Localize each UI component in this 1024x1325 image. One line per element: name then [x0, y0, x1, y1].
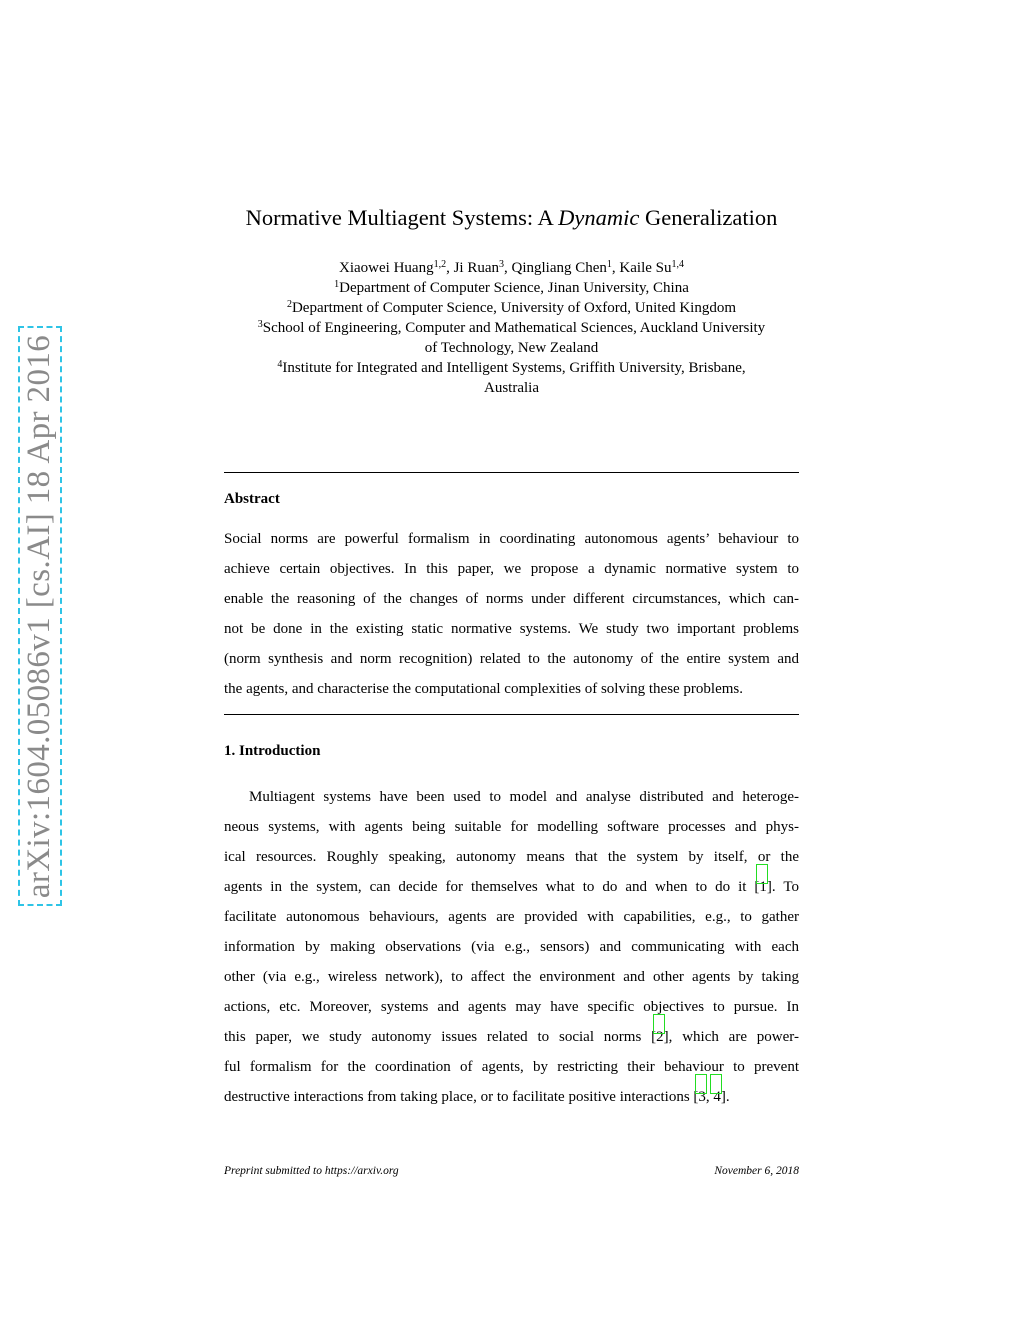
affiliation: $^2$Department of Computer Science, University of Oxford, United Kingdom — [286, 299, 737, 316]
citation-link-1[interactable]: 1 — [759, 872, 767, 902]
citation-box — [756, 864, 768, 884]
abstract-line: achieve certain objectives. In this paper, we propose a dynamic normative system to — [224, 561, 799, 577]
arxiv-stamp — [18, 326, 62, 906]
abstract-line: Social norms are powerful formalism in coordinating autonomous agents’ behaviour to — [224, 531, 799, 547]
abstract-bottom-rule — [224, 714, 799, 715]
arxiv-stamp-text: arXiv:1604.05086v1 [cs.AI] 18 Apr 2016 — [21, 334, 58, 898]
author-list — [224, 258, 799, 278]
affiliation: $^1$Department of Computer Science, Jinan University, China — [334, 279, 689, 296]
introduction-body — [224, 782, 799, 1112]
intro-line: facilitate autonomous behaviours, agents are provided with capabilities, e.g., to gather — [224, 909, 799, 925]
author: Qingliang Chen$^1$, — [511, 259, 620, 276]
title-emphasis: Dynamic — [558, 205, 640, 230]
abstract-line: enable the reasoning of the changes of norms under different circumstances, which can- — [224, 591, 799, 607]
intro-line: destructive interactions from taking place, or to facilitate positive interactions [3 , 4 ]. — [224, 1082, 799, 1112]
citation-box — [653, 1014, 665, 1034]
footer-preprint-note: Preprint submitted to https://arxiv.org — [224, 1165, 399, 1177]
citation-link-2[interactable]: 2 — [656, 1022, 664, 1052]
abstract-line: (norm synthesis and norm recognition) related to the autonomy of the entire system and — [224, 651, 799, 667]
intro-line: this paper, we study autonomy issues related to social norms [2 ], which are power- — [224, 1022, 799, 1052]
citation-box — [695, 1074, 707, 1094]
intro-line: agents in the system, can decide for themselves what to do and when to do it [1 ]. To — [224, 872, 799, 902]
abstract-heading: Abstract — [224, 491, 280, 507]
intro-line: other (via e.g., wireless network), to affect the environment and other agents by taking — [224, 969, 799, 985]
footer-date: November 6, 2018 — [714, 1165, 799, 1177]
citation-link-3[interactable]: 3 — [698, 1082, 706, 1112]
author: Ji Ruan$^3$, — [453, 259, 512, 276]
affiliation: $^3$School of Engineering, Computer and Mathematical Sciences, Auckland University of Technology, New Zealand — [257, 319, 766, 356]
intro-line: Multiagent systems have been used to model and analyse distributed and heteroge- — [249, 789, 799, 805]
citation-box — [710, 1074, 722, 1094]
abstract-body — [224, 524, 799, 704]
affiliation: $^4$Institute for Integrated and Intelligent Systems, Griffith University, Brisbane, Australia — [277, 359, 746, 396]
intro-line: information by making observations (via e.g., sensors) and communicating with each — [224, 939, 799, 955]
paper-title: Normative Multiagent Systems: A Dynamic Generalization — [245, 205, 778, 230]
citation-link-4[interactable]: 4 — [713, 1082, 721, 1112]
intro-line: ful formalism for the coordination of agents, by restricting their behaviour to prevent — [224, 1059, 799, 1075]
author-block — [224, 258, 799, 398]
abstract-top-rule — [224, 472, 799, 473]
abstract-line: the agents, and characterise the computational complexities of solving these problems. — [224, 681, 744, 697]
section-heading-introduction: 1. Introduction — [224, 743, 321, 759]
author: Kaile Su$^{1,4}$ — [619, 259, 684, 276]
intro-line: actions, etc. Moreover, systems and agents may have specific objectives to pursue. In — [224, 999, 799, 1015]
author: Xiaowei Huang$^{1,2}$, — [339, 259, 454, 276]
intro-line: ical resources. Roughly speaking, autonomy means that the system by itself, or the — [224, 849, 799, 865]
abstract-line: not be done in the existing static normative systems. We study two important problems — [224, 621, 799, 637]
intro-line: neous systems, with agents being suitable for modelling software processes and phys- — [224, 819, 799, 835]
